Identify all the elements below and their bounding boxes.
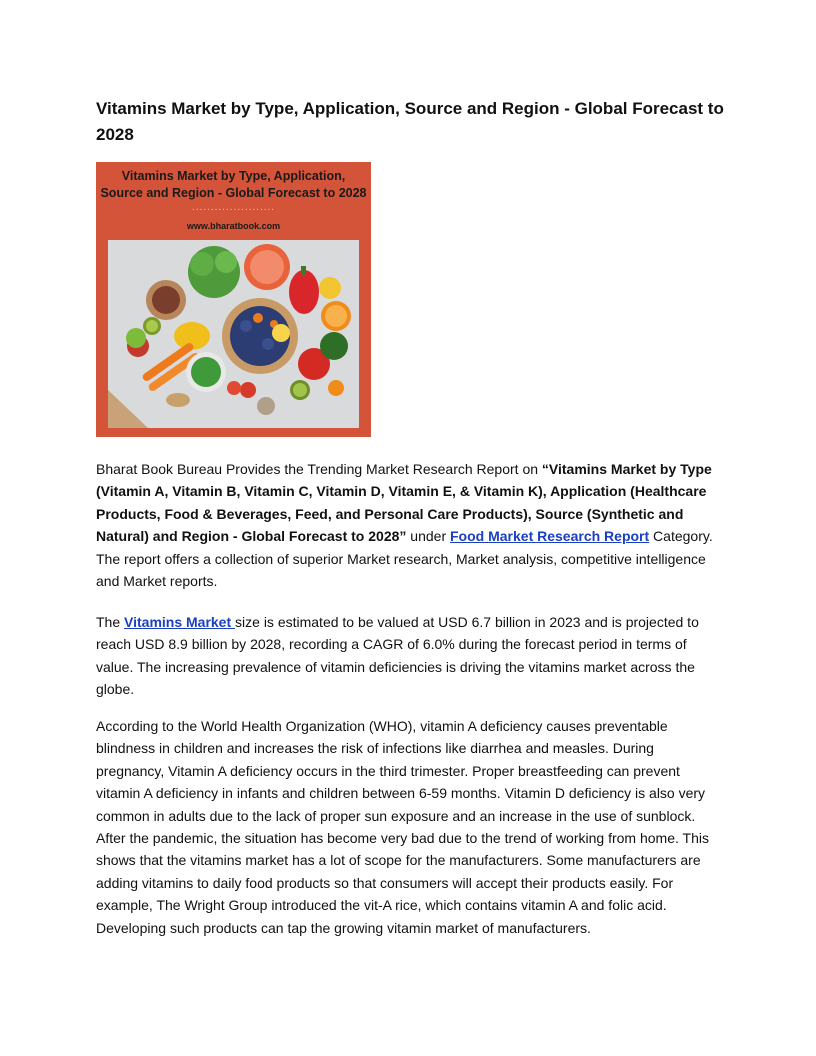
cover-title-line2: Source and Region - Global Forecast to 2028 <box>100 186 367 200</box>
market-size-text: size is estimated to be valued at USD 6.7 billion in 2023 and is projected to reach USD 8.9 billion by 2028, recording a CAGR of 6.0% during the forecast period in terms of value. The increasing prevalence of vitamin deficiencies is driving the vitamins market across the globe. <box>96 614 699 698</box>
report-cover-image <box>96 162 371 437</box>
cover-dots: ...................... <box>191 202 276 213</box>
food-market-research-report-link[interactable]: Food Market Research Report <box>450 528 650 545</box>
category-text: Category. The report offers a collection of superior Market research, Market analysis, competitive intelligence and Market reports. <box>96 528 713 590</box>
fruits-vegetables-illustration-icon <box>108 240 359 428</box>
page-title: Vitamins Market by Type, Application, Source and Region - Global Forecast to 2028 <box>96 99 724 144</box>
market-size-paragraph <box>96 611 722 701</box>
vitamins-market-link[interactable]: Vitamins Market <box>124 614 236 630</box>
under-text: under <box>406 528 450 545</box>
intro-paragraph <box>96 458 722 592</box>
cover-title-line1: Vitamins Market by Type, Application, <box>121 169 346 183</box>
cover-title <box>96 168 371 202</box>
report-title-text: “Vitamins Market by Type (Vitamin A, Vitamin B, Vitamin C, Vitamin D, Vitamin E, & Vitamin K), Application (Healthcare Products, Food & Beverages, Feed, and Personal Care Products), Source (Synthetic and Natural) and Region - Global Forecast to 2028” <box>96 461 712 545</box>
market-lead-text: The <box>96 614 125 630</box>
cover-website: www.bharatbook.com <box>186 221 281 231</box>
intro-text: Bharat Book Bureau Provides the Trending Market Research Report on <box>96 461 542 477</box>
who-paragraph: According to the World Health Organization (WHO), vitamin A deficiency causes preventable blindness in children and increases the risk of infections like diarrhea and measles. During pregnancy, Vitamin A deficiency occurs in the third trimester. Proper breastfeeding can prevent vitamin A deficiency in infants and children between 6-59 months. Vitamin D deficiency is also very common in adults due to the lack of proper sun exposure and an increase in the use of sunblock. After the pandemic, the situation has become very bad due to the trend of working from home. This shows that the vitamins market has a lot of scope for the manufacturers. Some manufacturers are adding vitamins to daily food products so that consumers will accept their products easily. For example, The Wright Group introduced the vit-A rice, which contains vitamin A and folic acid. Developing such products can tap the growing vitamin market of manufacturers. <box>96 718 709 936</box>
